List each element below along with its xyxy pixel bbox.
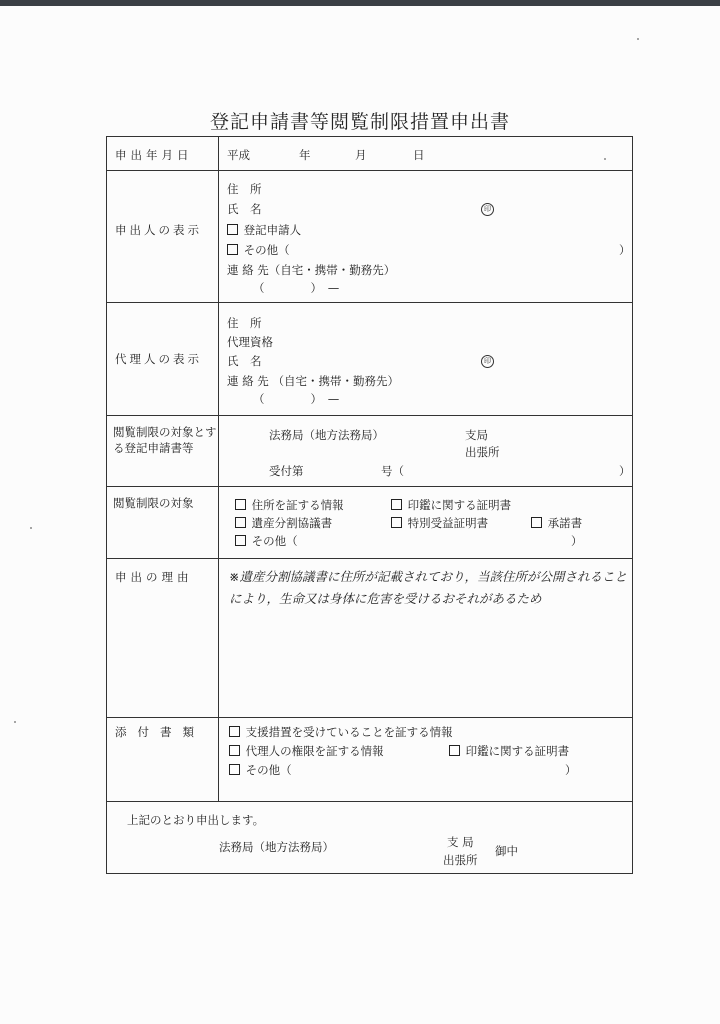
option-label: 住所を証する情報 <box>251 498 344 512</box>
checkbox[interactable] <box>235 535 246 546</box>
checkbox[interactable] <box>235 517 246 528</box>
footer-bureau: 法務局（地方法務局） <box>219 840 334 854</box>
close-paren: ） <box>619 464 631 478</box>
target-doc-label: 閲覧制限の対象とする登記申請書等 <box>113 425 217 455</box>
attachment-option-3 <box>449 743 569 759</box>
close-paren: ） <box>571 534 583 548</box>
row-divider <box>107 486 632 487</box>
agent-contact: 連 絡 先 （自宅・携帯・勤務先） <box>227 374 399 388</box>
seal-mark: 印 <box>481 203 494 216</box>
agent-label: 代理人の表示 <box>115 352 202 366</box>
agent-qualification: 代理資格 <box>227 335 273 349</box>
footer-addressee: 御中 <box>495 844 518 858</box>
row-divider <box>107 302 632 303</box>
scan-speck <box>14 721 16 723</box>
restriction-option-2 <box>391 497 511 513</box>
branch-text: 支局 <box>465 428 488 442</box>
reason-text: ※遺産分割協議書に住所が記載されており，当該住所が公開されることにより，生命又は身体に危害を受けるおそれがあるため <box>229 569 627 606</box>
column-divider <box>218 137 219 801</box>
applicant-name: 氏 名 <box>227 202 262 216</box>
restriction-label: 閲覧制限の対象 <box>113 496 194 510</box>
row-divider <box>107 717 632 718</box>
close-paren: ） <box>565 763 577 777</box>
option-label: 支援措置を受けていることを証する情報 <box>245 725 453 739</box>
row-divider <box>107 170 632 171</box>
restriction-option-1 <box>235 497 344 513</box>
attachment-option-4 <box>229 762 292 778</box>
attachments-label: 添付書類 <box>115 725 205 739</box>
restriction-option-6 <box>235 533 298 549</box>
row-divider <box>107 558 632 559</box>
registrant-label: 登記申請人 <box>243 223 302 237</box>
year-text: 年 <box>299 148 311 162</box>
other-label: その他（ <box>243 243 290 257</box>
attachment-option-1 <box>229 724 453 740</box>
applicant-label: 申出人の表示 <box>115 223 202 237</box>
applicant-other-option <box>227 242 290 258</box>
applicant-phone: （ ） — <box>253 281 340 295</box>
checkbox[interactable] <box>227 244 238 255</box>
era-text: 平成 <box>227 148 250 162</box>
agent-address: 住 所 <box>227 316 262 330</box>
footer-statement: 上記のとおり申出します。 <box>127 813 265 827</box>
option-label: その他（ <box>245 763 292 777</box>
checkbox[interactable] <box>229 764 240 775</box>
scan-speck <box>30 527 32 529</box>
agent-phone: （ ） — <box>253 392 340 406</box>
attachment-option-2 <box>229 743 384 759</box>
row-divider <box>107 801 632 802</box>
agent-name: 氏 名 <box>227 354 262 368</box>
checkbox[interactable] <box>229 745 240 756</box>
receipt-text: 受付第 <box>269 464 304 478</box>
registrant-option <box>227 222 301 238</box>
date-label: 申出年月日 <box>115 148 193 162</box>
option-label: 承諾書 <box>547 516 583 530</box>
bureau-text: 法務局（地方法務局） <box>269 428 384 442</box>
office-text: 出張所 <box>465 445 500 459</box>
option-label: その他（ <box>251 534 298 548</box>
checkbox[interactable] <box>229 726 240 737</box>
seal-mark: 印 <box>481 355 494 368</box>
footer-office: 出張所 <box>443 853 478 867</box>
applicant-contact: 連 絡 先（自宅・携帯・勤務先） <box>227 263 396 277</box>
restriction-option-4 <box>391 515 488 531</box>
applicant-address: 住 所 <box>227 182 262 196</box>
option-label: 遺産分割協議書 <box>251 516 333 530</box>
other-close-paren: ） <box>619 243 631 257</box>
month-text: 月 <box>355 148 367 162</box>
checkbox[interactable] <box>391 517 402 528</box>
footer-branch: 支 局 <box>447 835 474 849</box>
checkbox[interactable] <box>227 224 238 235</box>
option-label: 印鑑に関する証明書 <box>407 498 512 512</box>
option-label: 特別受益証明書 <box>407 516 489 530</box>
checkbox[interactable] <box>235 499 246 510</box>
checkbox[interactable] <box>449 745 460 756</box>
day-text: 日 <box>413 148 425 162</box>
number-text: 号（ <box>381 464 404 478</box>
reason-label: 申出の理由 <box>115 570 193 584</box>
checkbox[interactable] <box>391 499 402 510</box>
row-divider <box>107 415 632 416</box>
application-form <box>106 136 633 874</box>
checkbox[interactable] <box>531 517 542 528</box>
restriction-option-5 <box>531 515 582 531</box>
option-label: 代理人の権限を証する情報 <box>245 744 384 758</box>
restriction-option-3 <box>235 515 332 531</box>
form-title: 登記申請書等閲覧制限措置申出書 <box>209 111 510 133</box>
option-label: 印鑑に関する証明書 <box>465 744 570 758</box>
scan-speck <box>637 38 639 40</box>
